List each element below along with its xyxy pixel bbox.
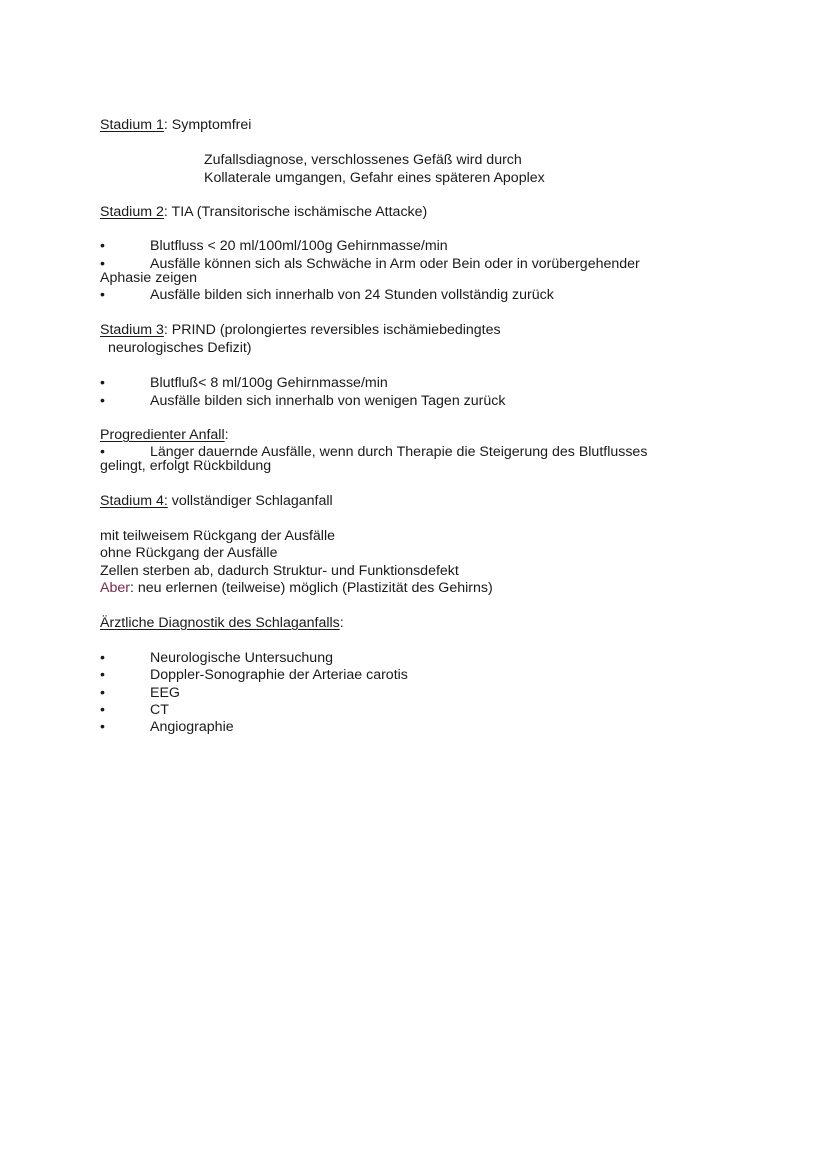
progredient-item-line1: Länger dauernde Ausfälle, wenn durch Therapie die Steigerung des Blutflusses (150, 444, 648, 460)
stadium2-item-2-line2: Aphasie zeigen (100, 270, 198, 286)
stadium2-item-3: Ausfälle bilden sich innerhalb von 24 Stunden vollständig zurück (150, 287, 554, 303)
stadium3-header (100, 322, 501, 339)
bullet-icon: • (100, 393, 105, 409)
stadium3-title-line2: neurologisches Defizit) (108, 340, 252, 356)
stadium3-title-line1: PRIND (prolongiertes reversibles ischämiebedingtes (171, 322, 501, 338)
progredient-item-line2: gelingt, erfolgt Rückbildung (100, 458, 272, 474)
stadium1-text-line2: Kollaterale umgangen, Gefahr eines späteren Apoplex (204, 170, 545, 186)
bullet-icon: • (100, 702, 105, 718)
stadium3-sep: : (163, 322, 172, 338)
stadium3-item-2: Ausfälle bilden sich innerhalb von wenigen Tagen zurück (150, 393, 506, 409)
bullet-icon: • (100, 685, 105, 701)
diagnostik-header (100, 615, 344, 632)
stadium2-item-1: Blutfluss < 20 ml/100ml/100g Gehirnmasse/min (150, 238, 448, 254)
stadium1-heading: Stadium 1 (100, 117, 164, 133)
stadium3-heading: Stadium 3 (100, 322, 164, 338)
stadium4-line-3: Zellen sterben ab, dadurch Struktur- und Funktionsdefekt (100, 563, 459, 579)
stadium4-header (100, 493, 333, 510)
stadium4-aber-line (100, 580, 493, 597)
stadium2-item-2-line1: Ausfälle können sich als Schwäche in Arm oder Bein oder in vorübergehender (150, 256, 640, 272)
stadium1-title: Symptomfrei (171, 117, 252, 133)
stadium3-item-1: Blutfluß< 8 ml/100g Gehirnmasse/min (150, 375, 388, 391)
stadium1-sep: : (163, 117, 172, 133)
stadium2-header (100, 204, 427, 221)
aber-label: Aber (100, 580, 130, 596)
diagnostik-item: Angiographie (150, 719, 234, 735)
progredient-header (100, 427, 229, 444)
stadium4-line-2: ohne Rückgang der Ausfälle (100, 545, 278, 561)
bullet-icon: • (100, 650, 105, 666)
aber-text: : neu erlernen (teilweise) möglich (Plastizität des Gehirns) (129, 580, 493, 596)
bullet-icon: • (100, 444, 105, 460)
bullet-icon: • (100, 375, 105, 391)
stadium4-title: vollständiger Schlaganfall (167, 493, 333, 509)
diagnostik-item: Neurologische Untersuchung (150, 650, 333, 666)
stadium4-line-1: mit teilweisem Rückgang der Ausfälle (100, 528, 335, 544)
diagnostik-item: CT (150, 702, 169, 718)
diagnostik-heading: Ärztliche Diagnostik des Schlaganfalls (100, 615, 340, 631)
stadium1-header (100, 117, 251, 134)
stadium4-heading: Stadium 4: (100, 493, 168, 509)
bullet-icon: • (100, 287, 105, 303)
bullet-icon: • (100, 256, 105, 272)
progredient-heading: Progredienter Anfall (100, 427, 225, 443)
bullet-icon: • (100, 238, 105, 254)
bullet-icon: • (100, 719, 105, 735)
bullet-icon: • (100, 667, 105, 683)
stadium2-heading: Stadium 2 (100, 204, 164, 220)
diagnostik-sep: : (339, 615, 344, 631)
diagnostik-item: Doppler-Sonographie der Arteriae carotis (150, 667, 408, 683)
stadium2-sep: : (163, 204, 172, 220)
diagnostik-item: EEG (150, 685, 180, 701)
stadium2-title: TIA (Transitorische ischämische Attacke) (171, 204, 428, 220)
stadium1-text-line1: Zufallsdiagnose, verschlossenes Gefäß wird durch (204, 152, 522, 168)
progredient-sep: : (224, 427, 229, 443)
